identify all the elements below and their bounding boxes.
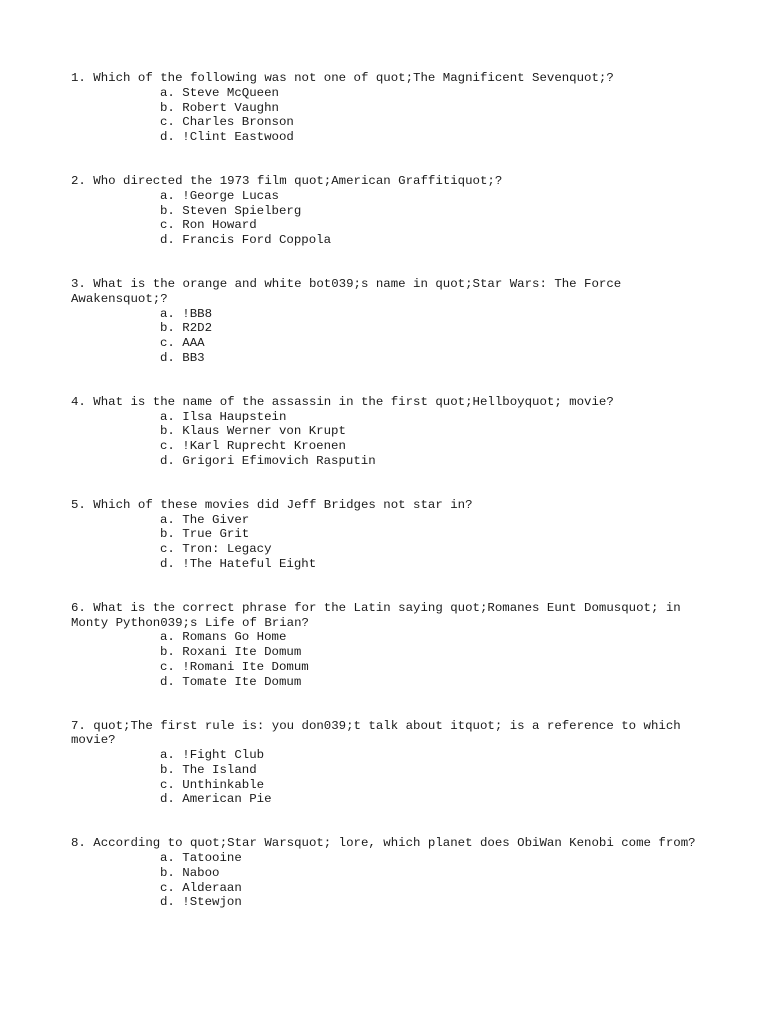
option-b: b. Naboo (160, 865, 220, 880)
question-7 (71, 719, 701, 808)
option-a: a. !BB8 (160, 306, 213, 321)
option-list (71, 86, 701, 145)
option-b: b. R2D2 (160, 321, 213, 336)
document-page (71, 71, 701, 939)
question-1 (71, 71, 701, 145)
question-text: 6. What is the correct phrase for the Latin saying quot;Romanes Eunt Domusquot; in Monty Python039;s Life of Brian? (71, 600, 689, 630)
option-list (71, 189, 701, 248)
option-b: b. Roxani Ite Domum (160, 645, 302, 660)
option-c: c. Unthinkable (160, 777, 265, 792)
option-b: b. Robert Vaughn (160, 100, 279, 115)
option-b: b. The Island (160, 762, 257, 777)
option-b: b. Klaus Werner von Krupt (160, 424, 346, 439)
option-d: d. !The Hateful Eight (160, 556, 317, 571)
option-a: a. The Giver (160, 512, 250, 527)
question-2 (71, 174, 701, 248)
option-c: c. Alderaan (160, 880, 242, 895)
question-text: 7. quot;The first rule is: you don039;t talk about itquot; is a reference to which movie? (71, 718, 689, 748)
option-c: c. !Romani Ite Domum (160, 659, 309, 674)
option-list (71, 630, 701, 689)
question-text: 1. Which of the following was not one of quot;The Magnificent Sevenquot;? (71, 71, 614, 85)
option-list (71, 851, 701, 910)
question-text: 2. Who directed the 1973 film quot;American Graffitiquot;? (71, 173, 503, 188)
option-a: a. Romans Go Home (160, 630, 287, 645)
option-list (71, 513, 701, 572)
option-c: c. !Karl Ruprecht Kroenen (160, 439, 346, 454)
option-d: d. Francis Ford Coppola (160, 233, 332, 248)
question-text: 5. Which of these movies did Jeff Bridges not star in? (71, 497, 473, 512)
question-8 (71, 836, 701, 910)
question-4 (71, 395, 701, 469)
option-a: a. Ilsa Haupstein (160, 409, 287, 424)
option-d: d. Grigori Efimovich Rasputin (160, 453, 376, 468)
option-list (71, 307, 701, 366)
question-text: 3. What is the orange and white bot039;s name in quot;Star Wars: The Force Awakensquot;? (71, 276, 629, 306)
option-d: d. BB3 (160, 350, 205, 365)
option-d: d. !Stewjon (160, 895, 242, 910)
option-c: c. Tron: Legacy (160, 542, 272, 557)
option-d: d. !Clint Eastwood (160, 130, 294, 145)
option-b: b. Steven Spielberg (160, 203, 302, 218)
option-d: d. American Pie (160, 792, 272, 807)
option-a: a. Tatooine (160, 851, 242, 866)
option-a: a. !George Lucas (160, 188, 279, 203)
option-c: c. AAA (160, 336, 205, 351)
option-list (71, 410, 701, 469)
option-c: c. Ron Howard (160, 218, 257, 233)
option-b: b. True Grit (160, 527, 250, 542)
question-5 (71, 498, 701, 572)
option-c: c. Charles Bronson (160, 115, 294, 130)
question-3 (71, 277, 701, 366)
option-list (71, 748, 701, 807)
question-text: 8. According to quot;Star Warsquot; lore, which planet does ObiWan Kenobi come from? (71, 836, 696, 851)
question-6 (71, 601, 701, 690)
option-d: d. Tomate Ite Domum (160, 674, 302, 689)
question-text: 4. What is the name of the assassin in the first quot;Hellboyquot; movie? (71, 394, 614, 409)
option-a: a. Steve McQueen (160, 85, 279, 100)
option-a: a. !Fight Club (160, 748, 265, 763)
